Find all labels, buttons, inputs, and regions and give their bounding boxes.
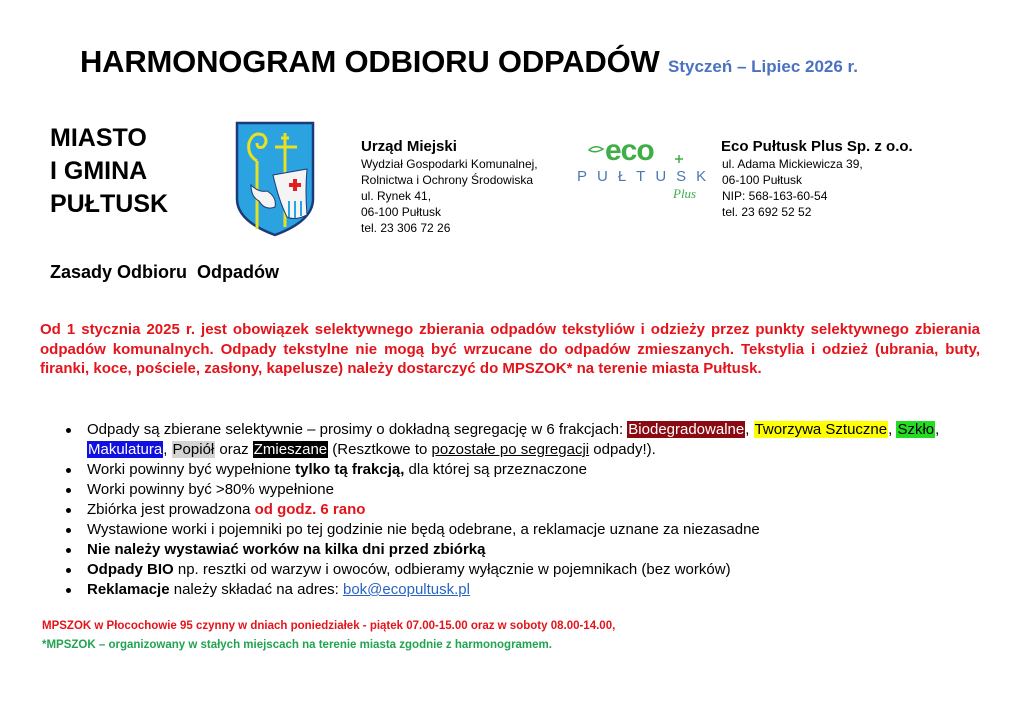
residual-note: (Resztkowe to (328, 441, 432, 458)
fraction-glass: Szkło (897, 421, 935, 438)
list-item (66, 540, 946, 560)
rules-heading: Zasady Odbioru Odpadów (50, 262, 280, 282)
bullet-icon (66, 428, 71, 433)
list-item (66, 460, 946, 480)
item-emphasis: Reklamacje (87, 581, 170, 598)
city-line: MIASTO (50, 124, 147, 152)
city-line: PUŁTUSK (50, 190, 169, 218)
collection-time: od godz. 6 rano (254, 501, 366, 518)
office-line: tel. 23 306 72 26 (361, 221, 451, 235)
separator: , (745, 421, 754, 438)
company-name: Eco Pułtusk Plus Sp. z o.o. (721, 138, 913, 155)
item-text: Worki powinny być wypełnione (87, 461, 296, 478)
title-main: HARMONOGRAM ODBIORU ODPADÓW (80, 44, 660, 79)
company-line: 06-100 Pułtusk (722, 173, 803, 187)
mpszok-note: *MPSZOK – organizowany w stałych miejscach na terenie miasta zgodnie z harmonogramem. (42, 639, 552, 651)
item-emphasis: Nie należy wystawiać worków na kilka dni przed zbiórką (87, 541, 486, 558)
office-line: ul. Rynek 41, (361, 189, 432, 203)
bullet-icon (66, 588, 71, 593)
item-emphasis: Odpady BIO (87, 561, 174, 578)
company-contact (722, 138, 913, 220)
bullet-icon (66, 528, 71, 533)
fraction-paper: Makulatura (88, 441, 163, 458)
separator: , (935, 421, 940, 438)
item-text: dla której są przeznaczone (404, 461, 587, 478)
office-contact (361, 138, 538, 236)
office-line: Rolnictwa i Ochrony Środowiska (361, 173, 534, 187)
bullet-icon (66, 488, 71, 493)
bullet-icon (66, 508, 71, 513)
textile-notice: Od 1 stycznia 2025 r. jest obowiązek selektywnego zbierania odpadów tekstyliów i odzieży przez punkty selektywnego zbierania odpadów komunalnych. Odpady tekstylne nie mogą być wrzucane do odpadów zmieszanych. Tekstylia i odzież (ubrania, buty, firanki, koce, pościele, zasłony, kapelusze) należy dostarczyć do MPSZOK* na terenie miasta Pułtusk. (40, 321, 980, 377)
list-item (66, 480, 946, 500)
document-title (80, 44, 858, 80)
fraction-ash: Popiół (172, 441, 215, 458)
office-line: 06-100 Pułtusk (361, 205, 442, 219)
fraction-bio: Biodegradowalne (628, 421, 745, 438)
list-item (66, 520, 946, 540)
office-line: Wydział Gospodarki Komunalnej, (361, 157, 538, 171)
bullet-icon (66, 468, 71, 473)
item-emphasis: tylko tą frakcją, (295, 461, 405, 478)
item-text: np. resztki od warzyw i owoców, odbieramy wyłącznie w pojemnikach (bez worków) (173, 561, 731, 578)
logo-pultusk: PUŁTUSK (577, 168, 717, 185)
bullet-icon (66, 568, 71, 573)
list-item (66, 560, 946, 580)
separator: , (888, 421, 897, 438)
city-name (50, 122, 168, 221)
title-period: Styczeń – Lipiec 2026 r. (668, 57, 858, 76)
complaints-email-link[interactable]: bok@ecopultusk.pl (343, 581, 470, 598)
list-item (66, 420, 946, 460)
company-line: ul. Adama Mickiewicza 39, (722, 157, 863, 171)
item-text: Zbiórka jest prowadzona (87, 501, 255, 518)
office-name: Urząd Miejski (361, 138, 457, 155)
residual-note-end: odpady!). (589, 441, 656, 458)
list-item (66, 500, 946, 520)
item-text: Worki powinny być >80% wypełnione (87, 481, 334, 498)
mpszok-hours: MPSZOK w Płocochowie 95 czynny w dniach poniedziałek - piątek 07.00-15.00 oraz w soboty 08.00-14.00, (42, 620, 616, 632)
item-text: należy składać na adres: (169, 581, 343, 598)
company-line: NIP: 568-163-60-54 (722, 189, 828, 203)
company-line: tel. 23 692 52 52 (722, 205, 812, 219)
residual-note-underlined: pozostałe po segregacji (431, 441, 590, 458)
logo-plus: Plus (673, 186, 697, 201)
separator: , (163, 441, 172, 458)
list-item (66, 580, 946, 600)
fraction-plastic: Tworzywa Sztuczne (754, 421, 888, 438)
bullet-icon (66, 548, 71, 553)
coat-of-arms-icon (235, 121, 315, 238)
rules-list (66, 420, 946, 600)
conjunction: oraz (215, 441, 253, 458)
logo-eco: eco (605, 134, 654, 167)
fraction-mixed: Zmieszane (253, 441, 328, 458)
item-text: Wystawione worki i pojemniki po tej godzinie nie będą odebrane, a reklamacje uznane za niezasadne (87, 521, 760, 538)
city-line: I GMINA (50, 157, 148, 185)
eco-pultusk-logo (575, 134, 717, 210)
fractions-intro: Odpady są zbierane selektywnie – prosimy o dokładną segregację w 6 frakcjach: (87, 421, 628, 438)
